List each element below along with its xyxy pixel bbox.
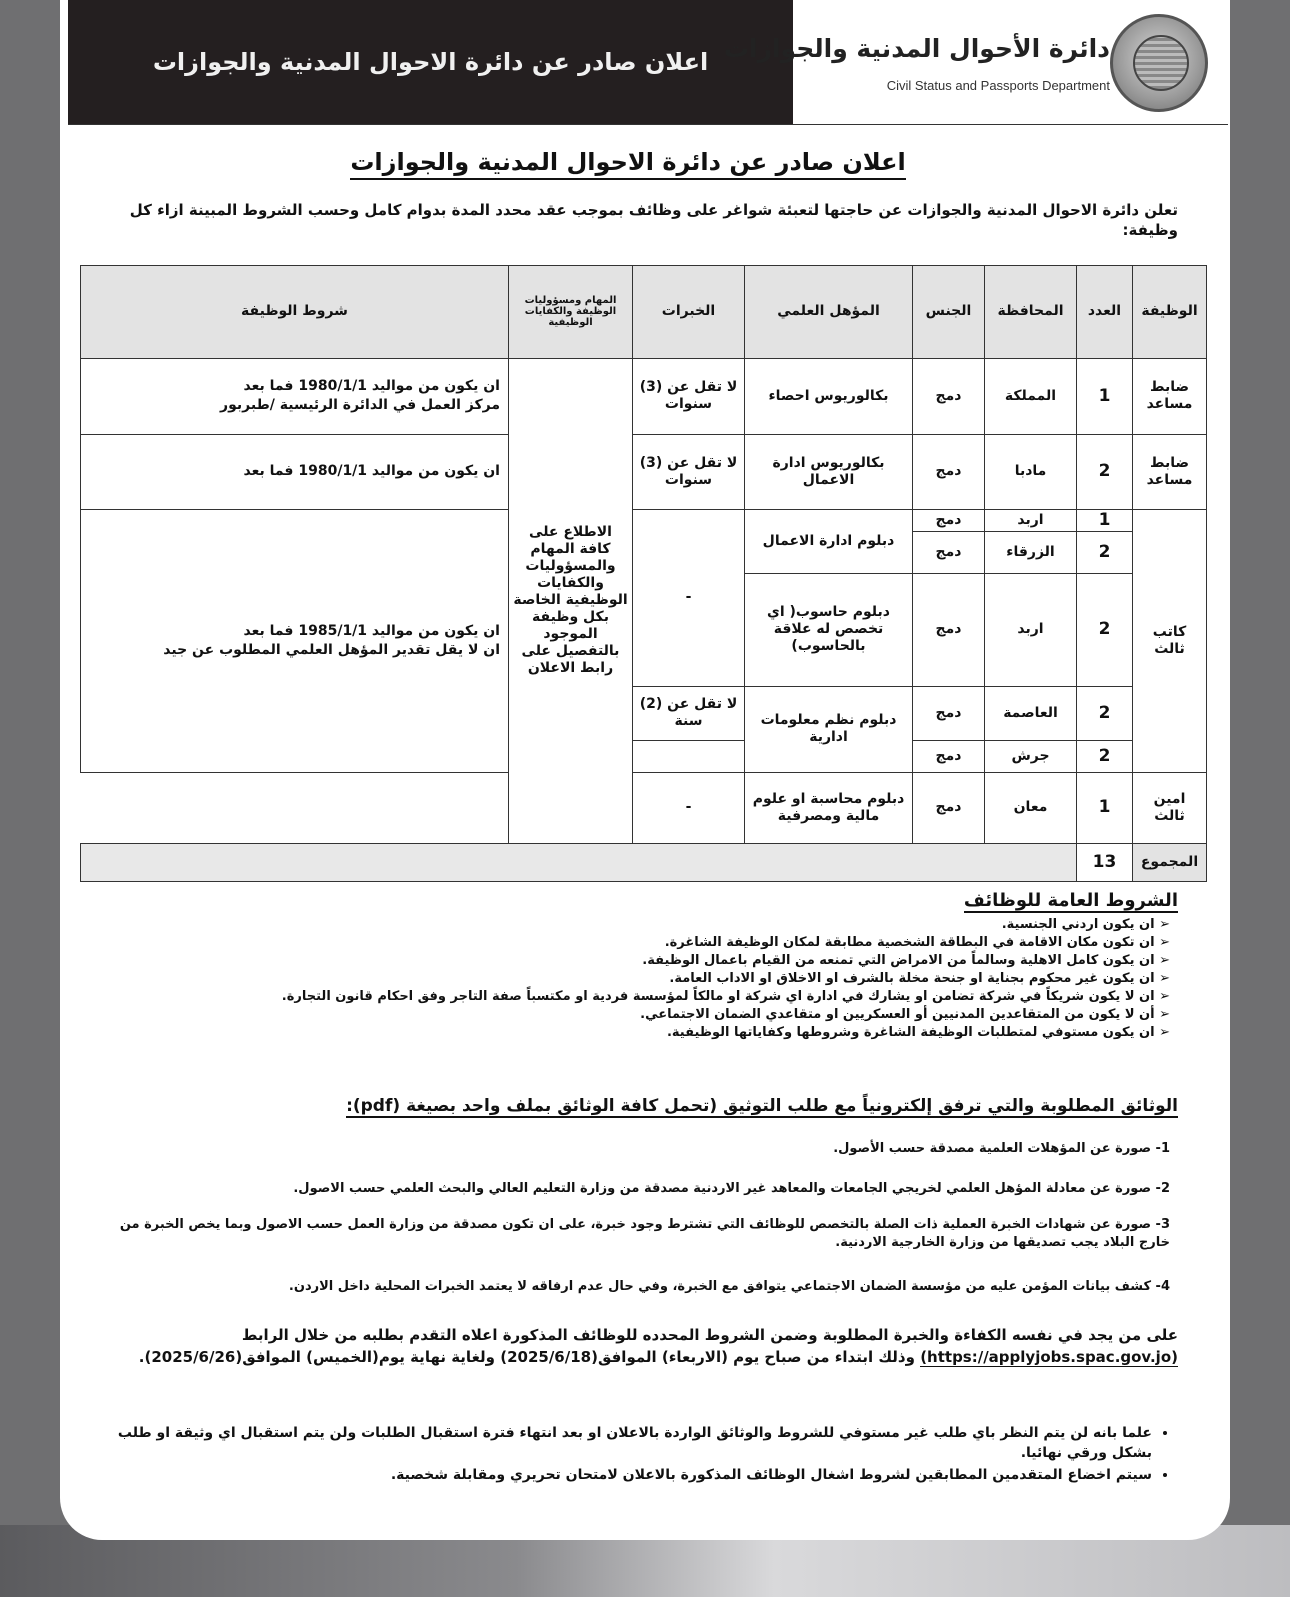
intro-paragraph: تعلن دائرة الاحوال المدنية والجوازات عن حاجتها لتعبئة شواغر على وظائف بموجب عقد محدد المدة بدوام كامل وحسب الشروط المبينة ازاء كل وظيفة: — [129, 201, 1178, 239]
cell-governorate: المملكة — [985, 358, 1077, 434]
list-item: ➢ ان لا يكون شريكاً في شركة تضامن او يشارك في ادارة اي شركة او مالكاً لمؤسسة فردية او مكتسباً صفة التاجر وفق احكام قانون التجارة. — [108, 988, 1170, 1006]
department-name-arabic: دائرة الأحوال المدنية والجوازات — [723, 34, 1110, 63]
cell-count: 2 — [1077, 531, 1133, 573]
header-banner-text: اعلان صادر عن دائرة الاحوال المدنية والجوازات — [152, 48, 709, 76]
list-item: ➢ ان يكون مستوفي لمتطلبات الوظيفة الشاغرة وشروطها وكفاياتها الوظيفية. — [108, 1024, 1170, 1042]
department-seal-icon — [1110, 14, 1208, 112]
cell-gender: دمج — [913, 358, 985, 434]
application-link[interactable]: (https://applyjobs.spac.gov.jo) — [920, 1348, 1178, 1366]
cell-governorate: جرش — [985, 741, 1077, 773]
general-conditions-list — [108, 916, 1170, 1042]
cell-governorate: اربد — [985, 573, 1077, 686]
header-duties: المهام ومسؤوليات الوظيفة والكفايات الوظيفية — [509, 266, 633, 359]
document-header — [68, 0, 1228, 125]
header-qualification: المؤهل العلمي — [745, 266, 913, 359]
cell-qualification: بكالوريوس ادارة الاعمال — [745, 435, 913, 509]
cell-gender: دمج — [913, 741, 985, 773]
total-label: المجموع — [1133, 843, 1207, 881]
cell-job: ضابط مساعد — [1133, 358, 1207, 434]
cell-experience: لا تقل عن (2) سنة — [633, 686, 745, 740]
condition-item: مركز العمل في الدائرة الرئيسية /طبربور — [220, 397, 500, 414]
cell-conditions — [81, 435, 509, 509]
cell-conditions — [81, 358, 509, 434]
cell-count: 2 — [1077, 435, 1133, 509]
cell-qualification: دبلوم حاسوب( اي تخصص له علاقة بالحاسوب) — [745, 573, 913, 686]
header-conditions: شروط الوظيفة — [81, 266, 509, 359]
document-card — [60, 0, 1230, 1540]
cell-experience: لا تقل عن (3) سنوات — [633, 435, 745, 509]
cell-gender: دمج — [913, 573, 985, 686]
cell-experience: - — [633, 509, 745, 686]
cell-qualification: دبلوم نظم معلومات ادارية — [745, 686, 913, 773]
cell-count: 2 — [1077, 573, 1133, 686]
table-row — [81, 773, 1207, 843]
list-item: ➢ ان يكون غير محكوم بجناية او جنحة مخلة بالشرف او الاخلاق او الاداب العامة. — [108, 970, 1170, 988]
cell-job: امين ثالث — [1133, 773, 1207, 843]
list-item: • سيتم اخضاع المتقدمين المطابقين لشروط اشغال الوظائف المذكورة بالاعلان لامتحان تحريري ومقابلة شخصية. — [98, 1465, 1152, 1485]
header-experience: الخبرات — [633, 266, 745, 359]
total-filler — [81, 843, 1077, 881]
general-conditions-title: الشروط العامة للوظائف — [963, 890, 1178, 911]
cell-experience — [633, 741, 745, 773]
header-count: العدد — [1077, 266, 1133, 359]
department-name-english: Civil Status and Passports Department — [886, 78, 1110, 93]
table-row — [81, 509, 1207, 531]
cell-gender: دمج — [913, 435, 985, 509]
cell-governorate: اربد — [985, 509, 1077, 531]
cell-count: 1 — [1077, 509, 1133, 531]
cell-count: 2 — [1077, 741, 1133, 773]
cell-governorate: الزرقاء — [985, 531, 1077, 573]
cell-qualification: دبلوم محاسبة او علوم مالية ومصرفية — [745, 773, 913, 843]
jobs-table — [80, 265, 1207, 882]
application-paragraph: على من يجد في نفسه الكفاءة والخبرة المطلوبة وضمن الشروط المحدده للوظائف المذكورة اعلاه التقدم بطلبه من خلال الرابط (https://applyjobs.spac.gov.jo) وذلك ابتداء من صباح يوم (الاربعاء) الموافق(2025/6/18) ولغاية نهاية يوم(الخميس) الموافق(2025/6/26). — [138, 1326, 1178, 1366]
cell-count: 1 — [1077, 773, 1133, 843]
table-total-row — [81, 843, 1207, 881]
header-gender: الجنس — [913, 266, 985, 359]
document-item: 4- كشف بيانات المؤمن عليه من مؤسسة الضمان الاجتماعي يتوافق مع الخبرة، وفي حال عدم ارفاقه لا يعتمد الخبرات المحلية داخل الاردن. — [288, 1279, 1170, 1294]
total-value: 13 — [1077, 843, 1133, 881]
document-item: 1- صورة عن المؤهلات العلمية مصدقة حسب الأصول. — [833, 1141, 1170, 1156]
list-item: ➢ أن لا يكون من المتقاعدين المدنيين أو العسكريين او متقاعدي الضمان الاجتماعي. — [108, 1006, 1170, 1024]
table-header-row — [81, 266, 1207, 359]
table-row — [81, 435, 1207, 509]
condition-item: ان يكون من مواليد 1985/1/1 فما بعد — [243, 622, 500, 639]
condition-item: ان يكون من مواليد 1980/1/1 فما بعد — [243, 463, 500, 480]
document-item: 3- صورة عن شهادات الخبرة العملية ذات الصلة بالتخصص للوظائف التي تشترط وجود خبرة، على ان تكون مصدقة من وزارة العمل حسب الاصول وبما يخص الخبرة من خارج البلاد يجب تصديقها من وزارة الخارجية الاردنية. — [119, 1217, 1170, 1250]
cell-governorate: العاصمة — [985, 686, 1077, 740]
cell-count: 1 — [1077, 358, 1133, 434]
document-item: 2- صورة عن معادلة المؤهل العلمي لخريجي الجامعات والمعاهد غير الاردنية مصدقة من وزارة التعليم العالي والبحث العلمي حسب الاصول. — [293, 1181, 1170, 1196]
cell-gender: دمج — [913, 773, 985, 843]
cell-governorate: مادبا — [985, 435, 1077, 509]
list-item: ➢ ان يكون اردني الجنسية. — [108, 916, 1170, 934]
table-row — [81, 358, 1207, 434]
header-governorate: المحافظة — [985, 266, 1077, 359]
cell-duties: الاطلاع على كافة المهام والمسؤوليات والكفايات الوظيفية الخاصة بكل وظيفة الموجود بالتفصيل على رابط الاعلان — [509, 358, 633, 843]
notes-list — [98, 1423, 1170, 1487]
cell-gender: دمج — [913, 509, 985, 531]
cell-governorate: معان — [985, 773, 1077, 843]
announcement-document — [68, 0, 1228, 1540]
list-item: • علما بانه لن يتم النظر باي طلب غير مستوفي للشروط والوثائق الواردة بالاعلان او بعد انتهاء فترة استقبال الطلبات ولن يتم استقبال اي وثيقة او طلب بشكل ورقي نهائيا. — [98, 1423, 1152, 1463]
required-documents-title: الوثائق المطلوبة والتي ترفق إلكترونياً مع طلب التوثيق (تحمل كافة الوثائق بملف واحد بصيغة (pdf): — [346, 1096, 1178, 1116]
cell-job: كاتب ثالث — [1133, 509, 1207, 773]
cell-gender: دمج — [913, 531, 985, 573]
cell-experience: لا تقل عن (3) سنوات — [633, 358, 745, 434]
cell-gender: دمج — [913, 686, 985, 740]
condition-item: ان لا يقل تقدير المؤهل العلمي المطلوب عن جيد — [163, 641, 500, 658]
list-item: ➢ ان تكون مكان الاقامة في البطاقة الشخصية مطابقة لمكان الوظيفة الشاغرة. — [108, 934, 1170, 952]
header-banner — [68, 0, 793, 124]
condition-item: ان يكون من مواليد 1980/1/1 فما بعد — [243, 378, 500, 395]
cell-count: 2 — [1077, 686, 1133, 740]
cell-qualification: بكالوريوس احصاء — [745, 358, 913, 434]
list-item: ➢ ان يكون كامل الاهلية وسالماً من الامراض التي تمنعه من القيام باعمال الوظيفة. — [108, 952, 1170, 970]
cell-conditions — [81, 509, 509, 773]
page-title: اعلان صادر عن دائرة الاحوال المدنية والجوازات — [68, 148, 1188, 176]
department-logo-area — [723, 0, 1228, 124]
cell-experience: - — [633, 773, 745, 843]
cell-qualification: دبلوم ادارة الاعمال — [745, 509, 913, 573]
cell-job: ضابط مساعد — [1133, 435, 1207, 509]
header-job: الوظيفة — [1133, 266, 1207, 359]
